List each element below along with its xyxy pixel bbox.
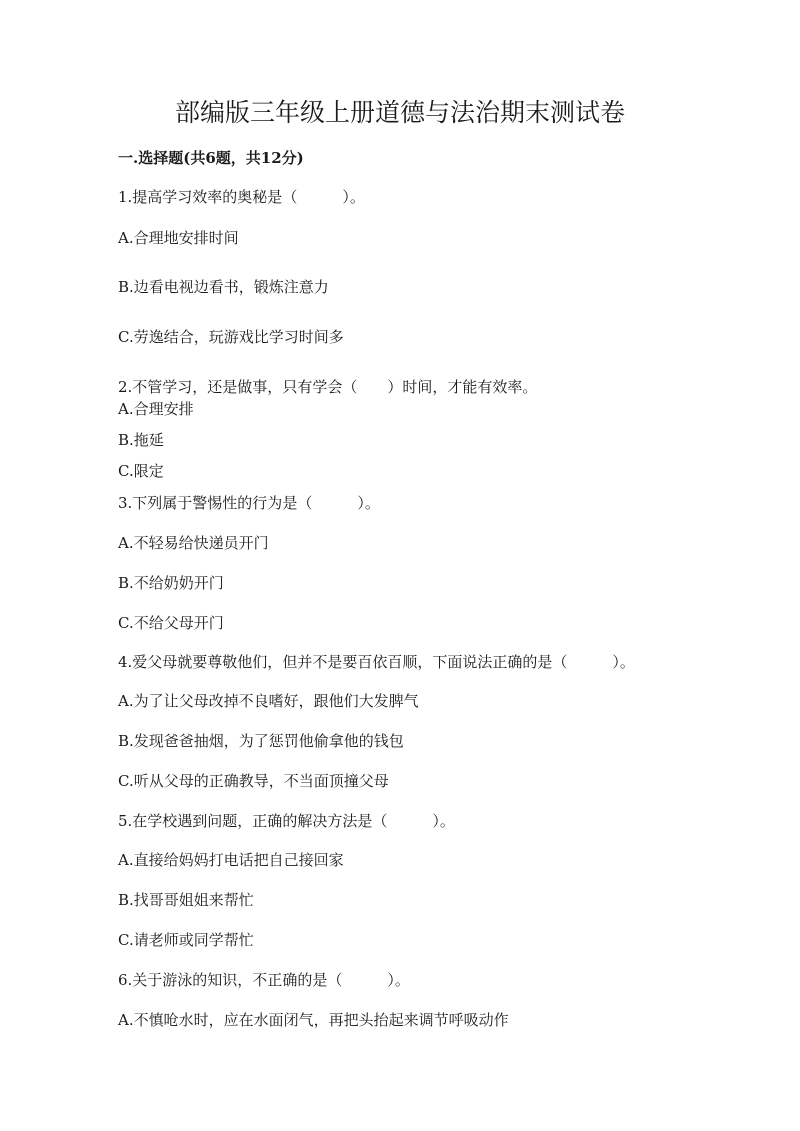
question-stem-6: 6.关于游泳的知识，不正确的是（ ）。 (118, 971, 410, 989)
question-stem-1: 1.提高学习效率的奥秘是（ ）。 (118, 188, 365, 206)
section-heading: 一.选择题(共6题，共12分) (118, 149, 304, 167)
question-6-option-a: A.不慎呛水时，应在水面闭气，再把头抬起来调节呼吸动作 (118, 1011, 509, 1029)
question-3-option-b: B.不给奶奶开门 (118, 574, 224, 592)
question-4-option-b: B.发现爸爸抽烟，为了惩罚他偷拿他的钱包 (118, 732, 404, 750)
question-4-option-c: C.听从父母的正确教导，不当面顶撞父母 (118, 772, 389, 790)
question-5-option-a: A.直接给妈妈打电话把自己接回家 (118, 851, 344, 869)
question-stem-4: 4.爱父母就要尊敬他们，但并不是要百依百顺，下面说法正确的是（ ）。 (118, 653, 635, 671)
question-3-option-a: A.不轻易给快递员开门 (118, 534, 269, 552)
question-stem-3: 3.下列属于警惕性的行为是（ ）。 (118, 494, 380, 512)
question-1-option-a: A.合理地安排时间 (118, 229, 239, 247)
question-1-option-b: B.边看电视边看书，锻炼注意力 (118, 278, 329, 296)
question-2-option-b: B.拖延 (118, 431, 164, 449)
question-3-option-c: C.不给父母开门 (118, 614, 224, 632)
question-5-option-c: C.请老师或同学帮忙 (118, 931, 254, 949)
question-1-option-c: C.劳逸结合，玩游戏比学习时间多 (118, 328, 344, 346)
question-stem-2: 2.不管学习，还是做事，只有学会（ ）时间，才能有效率。 (118, 378, 538, 396)
question-2-option-a: A.合理安排 (118, 400, 194, 418)
question-5-option-b: B.找哥哥姐姐来帮忙 (118, 891, 254, 909)
question-stem-5: 5.在学校遇到问题，正确的解决方法是（ ）。 (118, 812, 455, 830)
question-2-option-c: C.限定 (118, 462, 164, 480)
question-4-option-a: A.为了让父母改掉不良嗜好，跟他们大发脾气 (118, 692, 419, 710)
exam-title: 部编版三年级上册道德与法治期末测试卷 (174, 98, 625, 127)
